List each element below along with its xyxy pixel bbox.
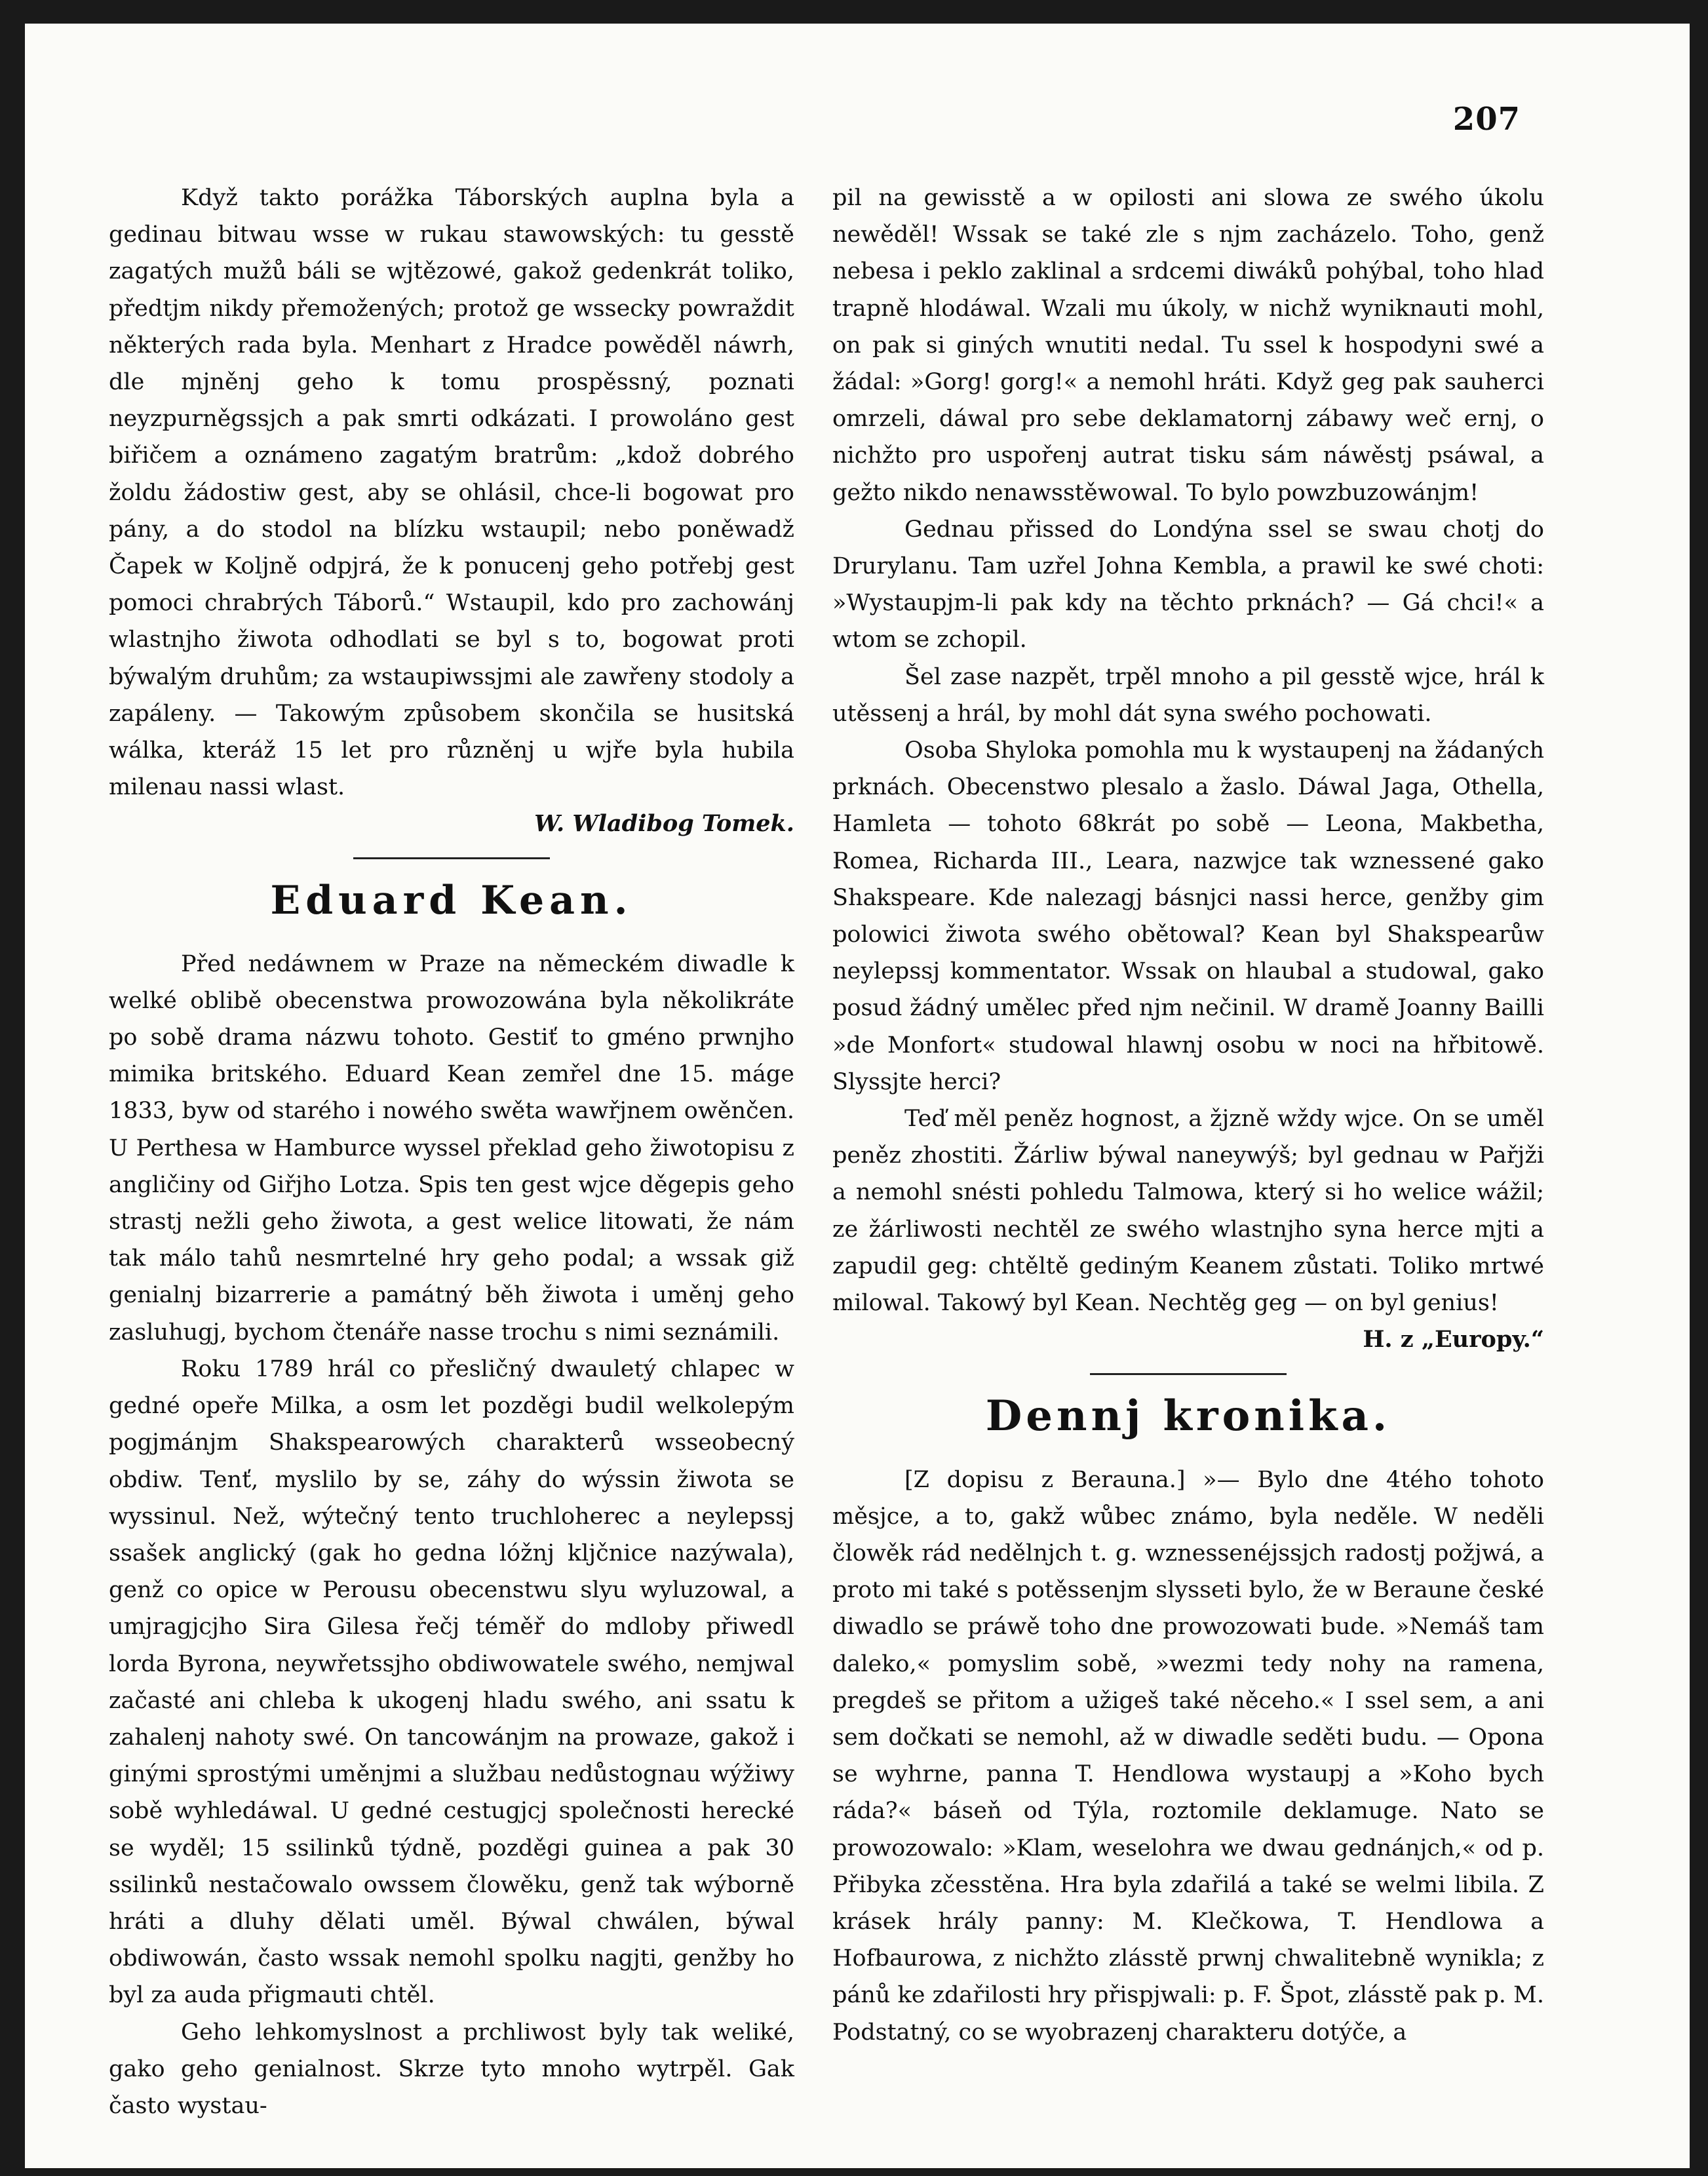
author-signature: W. Wladibog Tomek. (534, 810, 794, 838)
kronika-paragraph-1: [Z dopisu z Berauna.] »— Bylo dne 4tého tohoto měsjce, a to, gakž wůbec známo, byla neděle. W neděli člowěk rád nedělnjch t. g. wznessenéjssjch radostj požjwá, a proto mi také s potěssenjm slysseti bylo, že w Beraune české diwadlo se práwě toho dne prowozowati bude. »Nemáš tam daleko,« pomyslim sobě, »wezmi tedy nohy na ramena, pregdeš se přitom a užigeš také něceho.« I ssel sem, a ani sem dočkati se nemohl, až w diwadle seděti budu. — Opona se wyhrne, panna T. Hendlowa wystaupj a »Koho bych ráda?« báseň od Týla, roztomile deklamuge. Nato se prowozowalo: »Klam, weselohra we dwau gednánjch,« od p. Přibyka zčesstěna. Hra byla zdařilá a také se welmi libila. Z krásek hrály panny: M. Klečkowa, T. Hendlowa a Hofbaurowa, z nichžto zlásstě prwnj chwalitebně wynikla; z pánů ke zdařilosti hry přispjwali: p. F. Špot, zlásstě pak p. M. Podstatný, co se wyobrazenj charakteru dotýče, a (832, 1466, 1544, 2046)
section-heading-kronika: Dennj kronika. (985, 1391, 1391, 1441)
kean-paragraph-5: Gednau přissed do Londýna ssel se swau chotj do Drurylanu. Tam uzřel Johna Kembla, a prawil ke swé choti: »Wystaupjm-li pak kdy na těchto prknách? — Gá chci!« a wtom se zchopil. (832, 516, 1544, 653)
kean-paragraph-2: Roku 1789 hrál co přesličný dwauletý chlapec w gedné opeře Milka, a osm let pozděgi budil welkolepým pogjmánjm Shakspearowých charakterů wsseobecný obdiw. Tenť, myslilo by se, záhy do wýssin žiwota se wyssinul. Než, wýtečný tento truchloherec a neylepssj ssašek anglický (gak ho gedna lóžnj kljčnice nazýwala), genž co opice w Perousu obecenstwu slyu wyluzowal, a umjragjcjho Sira Gilesa řečj téměř do mdloby přiwedl lorda Byrona, neywřetssjho obdiwowatele swého, nemjwal začasté ani chleba k ukogenj hladu swého, ani ssatu k zahalenj nahoty swé. On tancowánjm na prowaze, gakož i ginými sprostými uměnjmi a službau nedůstognau wýžiwy sobě wyhledáwal. U gedné cestugjcj společnosti herecké se wyděl; 15 ssilinků týdně, pozděgi guinea a pak 30 ssilinků nestačowalo owssem člowěku, genž tak wýborně hráti a dluhy dělati uměl. Býwal chwálen, býwal obdiwowán, často wssak nemohl spolku nagjti, genžby ho byl za auda přigmauti chtěl. (109, 1355, 794, 2009)
section-divider (353, 857, 550, 859)
kean-paragraph-3: Geho lehkomyslnost a prchliwost byly tak weliké, gako geho genialnost. Skrze tyto mnoho wytrpěl. Gak často wystau- (109, 2019, 794, 2119)
kean-paragraph-8: Teď měl peněz hognost, a žjzně wždy wjce. On se uměl peněz zhostiti. Žárliw býwal naneywýš; byl gednau w Pařjži a nemohl snésti pohledu Talmowa, který si ho welice wážil; ze žárliwosti nechtěl ze swého wlastnjho syna herce mjti a zapudil geg: chtěltě gediným Keanem zůstati. Toliko mrtwé milowal. Takowý byl Kean. Nechtěg geg — on byl genius! (832, 1106, 1544, 1317)
kean-paragraph-4: pil na gewisstě a w opilosti ani slowa ze swého úkolu newěděl! Wssak se také zle s njm zacházelo. Toho, genž nebesa i peklo zaklinal a srdcemi diwáků pohýbal, toho hlad trapně hlodáwal. Wzali mu úkoly, w nichž wyniknauti mohl, on pak si giných wnutiti nedal. Tu ssel k hospodyni swé a žádal: »Gorg! gorg!« a nemohl hráti. Když geg pak sauherci omrzeli, dáwal pro sebe deklamatornj zábawy weč ernj, o nichžto pro uspořenj autrat tisku sám náwěstj psáwal, a gežto nikdo nenawsstěwowal. To bylo powzbuzowánjm! (832, 185, 1544, 506)
article-heading-kean: Eduard Kean. (270, 877, 633, 923)
section-divider-2 (1090, 1373, 1287, 1375)
newspaper-page (25, 24, 1690, 2168)
left-column (109, 180, 794, 2124)
kean-paragraph-7: Osoba Shyloka pomohla mu k wystaupenj na žádaných prknách. Obecenstwo plesalo a žaslo. Dáwal Jaga, Othella, Hamleta — tohoto 68krát po sobě — Leona, Makbetha, Romea, Richarda III., Leara, nazwjce tak wznessené gako Shakspeare. Kde nalezagj básnjci nassi herce, genžby gim polowici žiwota swého obětowal? Kean byl Shakspearůw neylepssj kommentator. Wssak on hlaubal a studowal, gako posud žádný umělec před njm nečinil. W dramě Joanny Bailli »de Monfort« studowal hlawnj osobu w noci na hřbitowě. Slyssjte herci? (832, 737, 1544, 1095)
article-tabor-end: Když takto porážka Táborských auplna byla a gedinau bitwau wsse w rukau stawowských: tu gesstě zagatých mužů báli se wjtězowé, gakož gedenkrát toliko, předtjm nikdy přemožených; protož ge wssecky powraždit některých rada byla. Menhart z Hradce powěděl náwrh, dle mjněnj geho k tomu prospěssný, poznati neyzpurněgssjch a pak smrti odkázati. I prowoláno gest biřičem a oznámeno zagatým bratrům: „kdož dobrého žoldu žádostiw gest, aby se ohlásil, chce-li bogowat pro pány, a do stodol na blízku wstaupil; nebo poněwadž Čapek w Koljně odpjrá, že k ponucenj geho potřebj gest pomoci chrabrých Táborů.“ Wstaupil, kdo pro zachowánj wlastnjho žiwota odhodlati se byl s to, bogowat proti býwalým druhům; za wstaupiwssjmi ale zawřeny stodoly a zapáleny. — Takowým způsobem skončila se husitská wálka, kteráž 15 let pro různěnj u wjře byla hubila milenau nassi wlast. (109, 185, 794, 801)
kean-paragraph-1: Před nedáwnem w Praze na německém diwadle k welké oblibě obecenstwa prowozowána byla několikráte po sobě drama názwu tohoto. Gestiť to gméno prwnjho mimika britského. Eduard Kean zemřel dne 15. máge 1833, byw od starého i nowého swěta wawřjnem owěnčen. U Perthesa w Hamburce wyssel překlad geho žiwotopisu z angličiny od Giřjho Lotza. Spis ten gest wjce děgepis geho strastj nežli geho žiwota, a gest welice litowati, že nám tak málo tahů nesmrtelné hry geho podal; a wssak giž genialnj bizarrerie a památný běh žiwota i uměnj geho zasluhugj, bychom čtenáře nasse trochu s nimi seznámili. (109, 950, 794, 1346)
page-number: 207 (1452, 101, 1521, 138)
kean-paragraph-6: Šel zase nazpět, trpěl mnoho a pil gesstě wjce, hrál k utěssenj a hrál, by mohl dát syna swého pochowati. (832, 663, 1544, 727)
article-source: H. z „Europy.“ (1363, 1326, 1544, 1353)
right-column (832, 180, 1544, 2051)
